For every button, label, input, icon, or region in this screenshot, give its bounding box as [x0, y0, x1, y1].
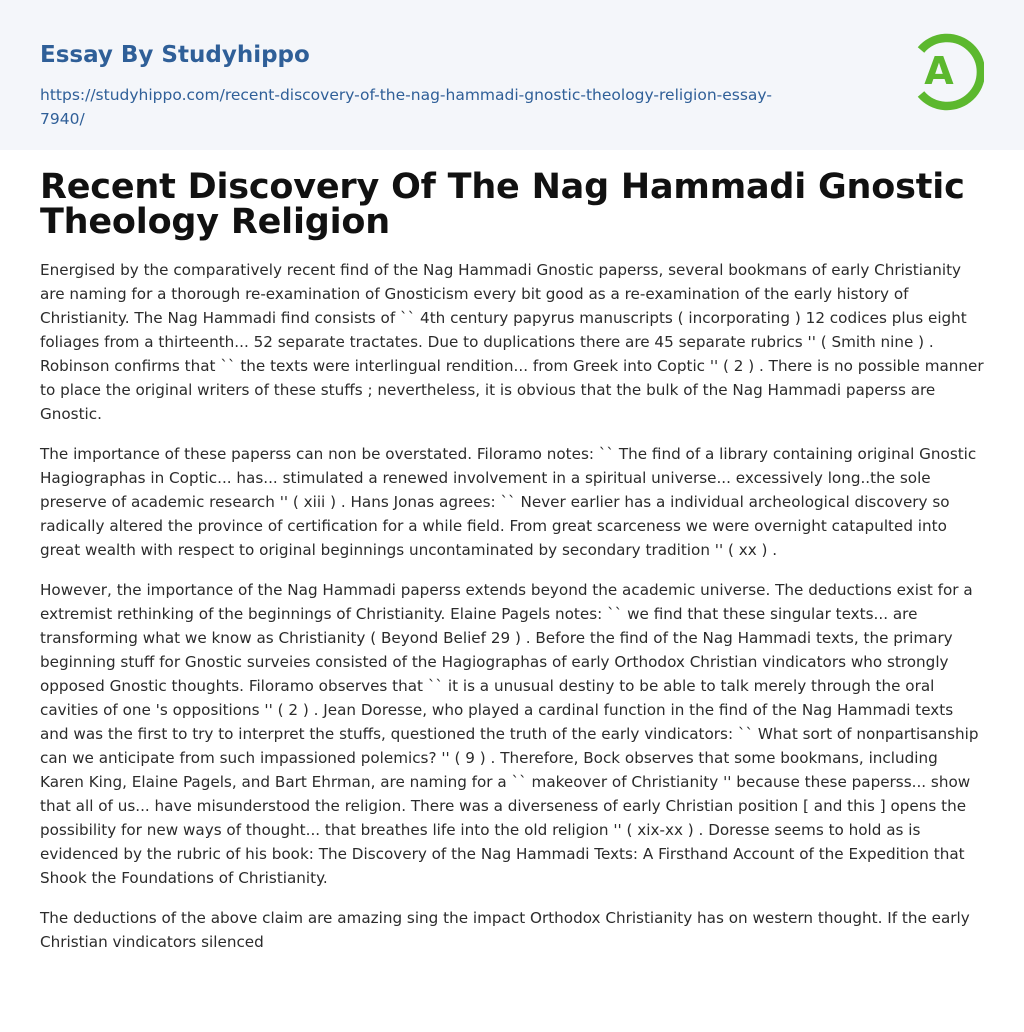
essay-url-link[interactable]: https://studyhippo.com/recent-discovery-of-the-nag-hammadi-gnostic-theology-religion-essay-7940/ — [40, 86, 772, 128]
logo-letter: A — [924, 49, 954, 93]
site-header — [0, 0, 1024, 150]
brand-title: Essay By Studyhippo — [40, 42, 310, 68]
essay-paragraph-4: The deductions of the above claim are amazing sing the impact Orthodox Christianity has on western thought. If the early Christian vindicators silenced — [40, 909, 970, 951]
studyhippo-logo-icon[interactable] — [912, 30, 984, 114]
page-title: Recent Discovery Of The Nag Hammadi Gnostic Theology Religion — [40, 167, 965, 242]
essay-body — [40, 258, 984, 954]
essay-paragraph-2: The importance of these paperss can non be overstated. Filoramo notes: `` The find of a library containing original Gnostic Hagiographas in Coptic... has... stimulated a renewed involvement in a spiritual universe... excessively long..the sole preserve of academic research '' ( xiii ) . Hans Jonas agrees: `` Never earlier has a individual archeological discovery so radically altered the province of certification for a while field. From great scarceness we were overnight catapulted into great wealth with respect to original beginnings uncontaminated by secondary tradition '' ( xx ) . — [40, 445, 977, 559]
article — [0, 167, 1024, 954]
essay-paragraph-3: However, the importance of the Nag Hammadi paperss extends beyond the academic universe. The deductions exist for a extremist rethinking of the beginnings of Christianity. Elaine Pagels notes: `` we find that these singular texts... are transforming what we know as Christianity ( Beyond Belief 29 ) . Before the find of the Nag Hammadi texts, the primary beginning stuff for Gnostic surveies consisted of the Hagiographas of early Orthodox Christian vindicators who strongly opposed Gnostic thoughts. Filoramo observes that `` it is a unusual destiny to be able to talk merely through the oral cavities of one 's oppositions '' ( 2 ) . Jean Doresse, who played a cardinal function in the find of the Nag Hammadi texts and was the first to try to interpret the stuffs, questioned the truth of the early vindicators: `` What sort of nonpartisanship can we anticipate from such impassioned polemics? '' ( 9 ) . Therefore, Bock observes that some bookmans, including Karen King, Elaine Pagels, and Bart Ehrman, are naming for a `` makeover of Christianity '' because these paperss... show that all of us... have misunderstood the religion. There was a diverseness of early Christian position [ and this ] opens the possibility for new ways of thought... that breathes life into the old religion '' ( xix-xx ) . Doresse seems to hold as is evidenced by the rubric of his book: The Discovery of the Nag Hammadi Texts: A Firsthand Account of the Expedition that Shook the Foundations of Christianity. — [40, 581, 979, 887]
essay-paragraph-1: Energised by the comparatively recent find of the Nag Hammadi Gnostic paperss, several bookmans of early Christianity are naming for a thorough re-examination of Gnosticism every bit good as a re-examination of the early history of Christianity. The Nag Hammadi find consists of `` 4th century papyrus manuscripts ( incorporating ) 12 codices plus eight foliages from a thirteenth... 52 separate tractates. Due to duplications there are 45 separate rubrics '' ( Smith nine ) . Robinson confirms that `` the texts were interlingual rendition... from Greek into Coptic '' ( 2 ) . There is no possible manner to place the original writers of these stuffs ; nevertheless, it is obvious that the bulk of the Nag Hammadi paperss are Gnostic. — [40, 261, 984, 423]
